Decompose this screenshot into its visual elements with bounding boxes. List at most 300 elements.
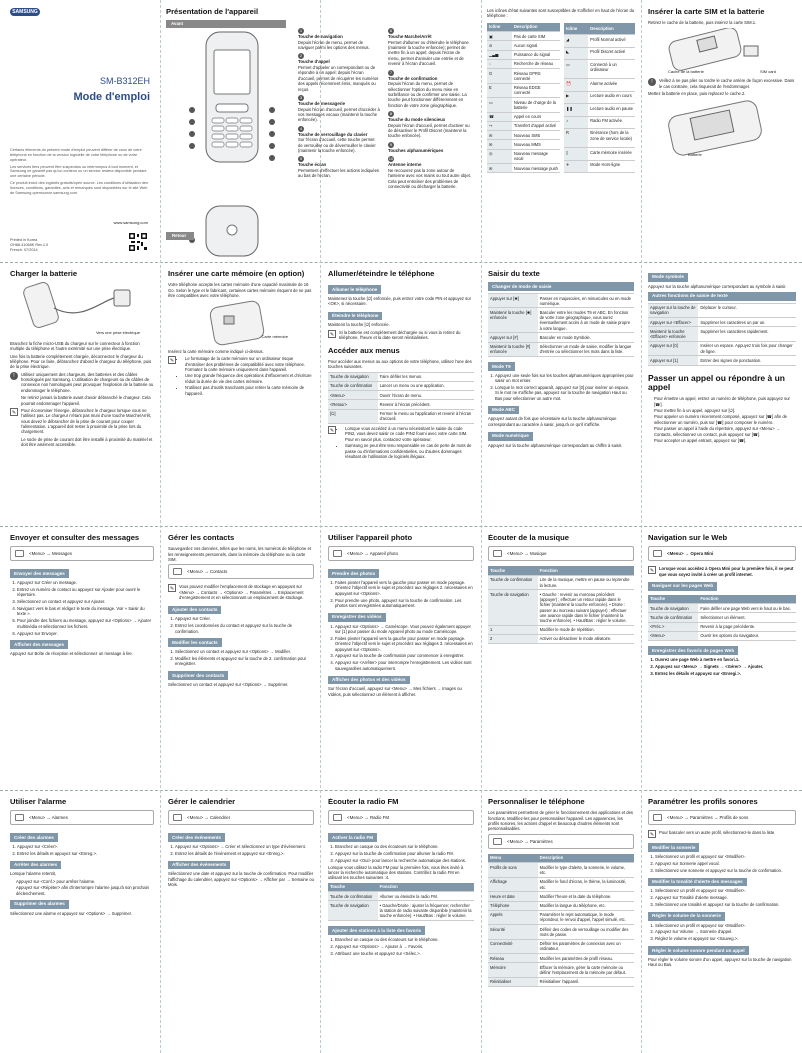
key-cell: [⏻] [328,409,378,423]
create-alarm-bar: Créer des alarmes [10,833,58,842]
icons-table-right [564,23,635,173]
delete-alarm-bar: Supprimer des alarmes [10,900,69,909]
radio-info: Lorsque vous utilisez la radio FM pour la première fois, vous êtes invité à lancer la recherche automatique des stations. Contrôlez la radio FM en utilisant les touches suivantes :4. [328,864,464,881]
key-cell: Heure et date [488,892,538,901]
fold-line-3 [0,790,802,791]
step: 2. Appuyez sur Sonnerie appel vocal. [655,861,796,866]
flight-mode-icon: ✈ [564,160,588,172]
sim-step-1: Retirez le cache de la batterie, puis insérez la carte SIM.1. [648,20,757,26]
charge-note [10,408,154,448]
status-icon: G [487,69,512,83]
memcard-intro: Votre téléphone accepte les cartes mémoire d'une capacité maximale de 16 Go. Selon le type et le fabricant, certaines cartes mémoire risquent de ne pas être compatibles avec votre téléphone. [168,282,312,299]
col-header: Fonction [698,595,796,604]
func-cell: Supprimer les caractères rapidement. [698,327,796,341]
key-item [298,156,380,178]
func-cell: Lire de la musique, mettre en pause ou reprendre la lecture. [538,575,634,589]
power-panel [328,270,474,522]
play-icon: ▶ [564,91,588,103]
func-cell: • Gauche/Droite : ajuster la fréquence; rechercher la station de radio suivante disponible (maintenir la touche enfoncée). • Haut/Bas : régler le volume. [378,901,474,921]
key-number: 2 [299,53,303,59]
key-desc: Depuis l'écran de menu, permet de naviguer parmi les options des menus. [298,39,370,50]
note-text: Pour économiser l'énergie, débranchez le chargeur lorsque vous ne l'utilisez pas. Le chargeur n'étant pas muni d'une touche Marche/Arrêt, vous devez le débrancher de la prise de courant pour couper l'alimentation. L'appareil doit rester à proximité de la prise lors du chargement. [21,407,152,435]
key-number: 3 [299,94,303,100]
step: 2. Modifiez les éléments et appuyez sur la touche de 2. confirmation pour enregistrer. [175,656,314,667]
web-menu-path [648,546,796,561]
record-video-bar: Enregistrer des vidéos [328,613,386,622]
disclaimer-2: Les services tiers peuvent être suspendus ou interrompus à tout moment, et Samsung ne garantit pas qu'un contenu ou un service restera disponible pendant une certaine période. [10,164,147,179]
other-functions-table [648,303,796,366]
numeric-bar: Mode numérique [488,432,533,441]
t9-bar: Mode T9 [488,362,515,371]
call-volume-bar: Régler le volume sonore pendant un appel [648,946,749,955]
calendar-title: Gérer le calendrier [168,798,236,806]
call-item: • Pour passer un appel à l'aide du répertoire, appuyez sur <Menu> → Contacts, sélectionnez un contact, puis appuyez sur [☎]. [654,426,796,437]
t9-step: 1. Appuyez une seule fois sur les touches alphanumériques appropriées pour saisir un mot entier. [495,373,634,384]
key-item [298,126,380,154]
charge-title: Charger la batterie [10,270,78,278]
warning-icon: ! [648,78,656,86]
col-header: Description [538,854,634,863]
battery-label: Batterie [688,151,702,157]
charge-warning [10,372,154,406]
func-cell: Fermer le menu ou l'application et revenir à l'écran d'accueil. [378,409,474,423]
key-cell: Appels [488,910,538,924]
step: 3. Sélectionnez une tonalité et appuyez sur la touche de confirmation. [655,902,796,907]
func-cell: Modifier le fond d'écran, le thème, la luminosité, etc. [538,877,634,891]
key-desc: Permet d'appeler un correspondant ou de répondre à un appel; depuis l'écran d'accueil, permet de récupérer les numéros des appels récemment émis, manqués ou reçus. [298,65,379,92]
key-cell: <Menu> [328,391,378,400]
col-header: Touche [328,883,378,892]
step: 1. Sélectionnez un contact et appuyez sur <Options> → Modifier. [175,649,314,654]
call-item: • Pour accepter un appel entrant, appuyez sur [☎]. [654,438,796,443]
battery-illustration [648,98,788,164]
step: 1. Branchez un casque ou des écouteurs sur le téléphone. [335,937,474,942]
func-cell: Modifier les paramètres de profil réseau. [538,954,634,963]
menu-icon [333,550,342,557]
sound-menu-path [648,810,796,825]
menu-icon [333,814,342,821]
phone-illustration [176,30,291,260]
func-cell: Réinitialiser l'appareil. [538,977,634,986]
func-cell: Modifier l'heure et la date du téléphone. [538,892,634,901]
key-cell: Appuyer sur la touche de navigation [648,303,698,317]
pause-icon: ❚❚ [564,104,588,116]
memcard-title: Insérer une carte mémoire (en option) [168,270,305,278]
func-cell: Activer ou désactiver le mode aléatoire. [538,634,634,643]
menu-icon [173,568,182,575]
take-photos-bar: Prendre des photos [328,569,379,578]
step: 1. Appuyez sur <Options> → Caméscope. Vous pouvez également appuyer sur [1] pour passer du mode Appareil photo au mode Caméscope. [335,624,474,635]
samsung-logo: SAMSUNG [10,8,40,16]
func-cell: Ouvrir l'écran de menu. [378,391,474,400]
calendar-panel [168,798,314,1048]
contacts-intro: Sauvegardez vos données, telles que les noms, les numéros de téléphone et les renseignements personnels, dans la mémoire du téléphone ou la carte SIM. [168,546,311,563]
cover-url[interactable]: www.samsung.com [113,220,148,225]
func-cell: Ouvrir les options du navigateur. [698,631,796,640]
delete-contacts-text: Sélectionnez un contact et appuyez sur <Options> → Supprimer. [168,681,289,687]
power-off-text: Maintenir la touche [⏻] enfoncée. [328,322,390,328]
col-header: Fonction [378,883,474,892]
power-on-bar: Allumer le téléphone [328,285,381,294]
profile-silent-icon: ◣ [564,47,588,59]
note-icon: ✎ [169,586,175,593]
key-item [388,28,472,67]
func-cell: Basculer en mode Symbole. [538,333,634,342]
input-mode-bar: Changer de mode de saisie [488,282,634,291]
ringtone-bar: Modifier la sonnerie [648,843,699,852]
radio-title: Écouter la radio FM [328,798,399,806]
step: 1. Appuyez sur <Options> → Créer et sélectionnez un type d'événement. [175,844,314,849]
icon-desc: Nouveau message push [512,164,560,173]
key-cell: Touche de navigation [328,372,378,381]
personalize-panel [488,798,634,1048]
power-title: Allumer/éteindre le téléphone [328,270,435,278]
col-header: Fonction [538,566,634,575]
alarm-title: Utiliser l'alarme [10,798,67,806]
charge-p1: Branchez la fiche micro-USB du chargeur sur le connecteur à fonction multiple du téléphone et l'autre extrémité sur une prise électrique. [10,340,140,352]
key-cell: <Menu> [648,631,698,640]
voicemail-icon: ◎ [487,149,512,163]
step: 3. Appuyez sur la touche de confirmation pour commencer à enregistrer. [335,653,474,658]
key-number: 6 [389,28,393,33]
key-cell: Maintenir la touche [#] enfoncée [488,342,538,356]
symbol-panel [648,270,796,522]
key-title: Touche de verrouillage du clavier [298,131,368,137]
col-header: Menu [488,854,538,863]
key-cell: Appuyer sur [#] [488,333,538,342]
func-cell: Insérer un espace. Appuyez trois fois pour changer de ligne. [698,341,796,355]
icons-header-desc: Description [512,23,560,32]
cover-disclaimer [10,148,150,198]
icons-header-icon: Icône [564,23,588,35]
menus-table [328,372,474,424]
power-off-bar: Éteindre le téléphone [328,312,382,321]
key-title: Touche de confirmation [388,75,438,81]
col-line-4 [641,0,642,1053]
icon-desc: Lecture audio en cours [588,91,635,103]
key-desc: Permettent d'effectuer les actions indiquées au bas de l'écran. [298,168,380,179]
key-cell: Maintenir la touche [✱] enfoncée [488,308,538,333]
menu-path-text: <Menu> → Alarmes [29,815,68,821]
menu-icon [173,814,182,821]
sim-step-2: Mettez la batterie en place, puis replacez le cache.2. [648,90,746,96]
call-volume-text: Pour régler le volume sonore d'un appel, appuyez sur la touche de navigation Haut ou Bas. [648,956,792,968]
func-cell: Modifier le mode de répétition. [538,625,634,634]
view-media-bar: Afficher des photos et des vidéos [328,676,410,685]
step: 2. Entrez les détails de l'événement et appuyez sur <Enreg.>. [175,851,314,856]
status-icon: E [487,83,512,97]
stop-alarm-bar: Arrêter des alarmes [10,861,61,870]
push-icon: ✉ [487,164,512,173]
input-mode-table [488,293,634,357]
key-title: Touche du mode silencieux [388,117,446,122]
key-cell: <Préc.> [648,622,698,631]
calendar-menu-path [168,810,314,825]
icon-desc: Réseau GPRS connecté [512,69,560,83]
key-title: Touche Marche/Arrêt [388,34,432,39]
step: 1. Appuyez sur Créer. [175,616,314,621]
key-cell: Touche de navigation [648,604,698,613]
icons-header-desc: Description [588,23,635,35]
col-header: Touche [648,595,698,604]
radio-icon: ♪ [564,116,588,128]
func-cell: Sélectionner un mode de saisie, modifier la langue d'entrée ou sélectionner les mots dans la liste. [538,342,634,356]
func-cell: Revenir à l'écran précédent. [378,400,474,409]
icon-desc: Alarme activée [588,79,635,91]
menus-intro: Pour accéder aux menus ou aux options de votre téléphone, utilisez l'une des touches suivantes. [328,358,472,370]
music-panel [488,534,634,786]
key-title: Antenne interne [388,162,422,168]
icon-desc: Lecture audio en pause [588,104,635,116]
print-info [10,238,48,253]
mms-icon: ✉ [487,140,512,149]
step: 2. Entrez les coordonnées du contact et appuyez sur la touche de confirmation. [175,623,314,634]
key-number: 7 [389,69,393,75]
key-cell: Affichage [488,877,538,891]
warning-text: Utilisez uniquement des chargeurs, des batteries et des câbles homologués par Samsung. L'utilisation de chargeurs ou de câbles de connexion non homologués peut provoquer l'explosion de la batterie ou endommager le téléphone. [21,371,154,393]
call-icon: ☎ [487,112,512,121]
note-icon: ✎ [329,428,335,435]
contacts-menu-path [168,564,314,579]
memcard-step: Insérez la carte mémoire comme indiqué ci-dessus. [168,348,264,354]
note-icon: ✎ [649,568,655,575]
outlet-label: Vers une prise électrique [95,329,140,335]
personalize-intro: Les paramètres permettent de gérer le fonctionnement des applications et des fonctions. Modifiez-les pour personnaliser l'appareil. Les apparences, les profils sonores, les actions d'appel et beaucoup d'autres éléments sont personnalisables. [488,810,634,832]
key-cell: Appuyer sur <Effacer> [648,318,698,327]
step: 3. Attribuez une touche et appuyez sur <Sélec.>. [335,951,474,956]
func-cell: Faire défiler les menus. [378,372,474,381]
step: 1. Sélectionnez un profil et appuyez sur <Modifier>. [655,923,796,928]
camera-title: Utiliser l'appareil photo [328,534,413,542]
sim-warning [648,78,796,89]
view-events-bar: Afficher des événements [168,861,230,870]
menu-path-text: <Menu> → Appareil photo [347,551,399,557]
profile-normal-icon: ◢ [564,35,588,47]
bullet: • Appuyez sur <Répéter> afin d'interrompre l'alarme jusqu'à son prochain déclenchement. [16,885,154,896]
key-desc: Sur l'écran d'accueil, cette touche permet de verrouiller ou de déverrouiller le clavier (maintenir la touche enfoncée). [298,137,376,153]
sound-note [648,830,796,838]
key-title: Touches alphanumériques [388,147,444,153]
ringtone-volume-bar: Régler le volume de la sonnerie [648,912,725,921]
contacts-note [168,584,314,600]
key-title: Touche de messagerie [298,100,346,106]
alarm-icon: ⏰ [564,79,588,91]
step: 2. Entrez un numéro de contact ou appuyez sur Ajouter pour ouvrir le répertoire. [17,587,154,598]
t9-step: 2. Lorsque le mot correct apparaît, appuyez sur [0] pour insérer un espace. Si le mot ne s'affiche pas, appuyez sur la touche de navigation Haut ou Bas pour sélectionner un autre mot. [495,385,634,401]
col-header: Touche [488,566,538,575]
memory-card-icon: ▯ [564,148,588,160]
func-cell: Passer en majuscules, en minuscules ou en mode numérique. [538,294,634,308]
battery-cover-label: Cache de la batterie [668,69,704,75]
menu-icon [493,838,502,845]
call-item: • Pour émettre un appel, entrez un numéro de téléphone, puis appuyez sur [☎]. [654,396,796,407]
web-title: Navigation sur le Web [648,534,728,542]
fold-line-2 [0,526,802,527]
disclaimer-1: Certains éléments du présent mode d'emploi peuvent différer de ceux de votre téléphone en fonction de la version logicielle de votre téléphone ou de votre opérateur. [10,148,142,162]
menu-icon [653,550,662,557]
step: 1. Sélectionnez un profil et appuyez sur <Modifier>. [655,854,796,859]
key-number: 9 [389,141,393,147]
sim-card-label: SIM card [759,69,776,75]
step: 3. Entrez les détails et appuyez sur <Enregi.>. [655,671,796,676]
menu-path-text: <Menu> → Opera Mini [667,551,714,557]
icon-desc: Connecté à un ordinateur [588,60,635,79]
stop-alarm-text: Lorsque l'alarme retentit, [10,871,56,877]
key-cell: Touche de confirmation [328,892,378,901]
warning-text: Ne retirez jamais la batterie avant d'avoir débranché le chargeur. Cela pourrait endommager l'appareil. [21,395,151,406]
step: 4. Naviguez vers le bas et rédigez le texte du message. Voir « Saisir du texte ». [17,606,154,617]
power-note [328,330,474,341]
icon-desc: Recherche de réseau [512,59,560,68]
contacts-title: Gérer les contacts [168,534,235,542]
status-icon: ▁▃▅ [487,50,512,59]
sound-profiles-panel [648,798,796,1048]
note-icon: ✎ [11,409,17,416]
note-icon: ✎ [649,832,655,839]
key-cell: Appuyer sur [✱] [488,294,538,308]
note-item: • N'utilisez pas d'outils tranchants pour retirer la carte mémoire de l'appareil. [185,385,314,396]
model-number: SM-B312EH [99,76,150,86]
other-functions-bar: Autres fonctions de saisie de texte [648,292,796,301]
charge-p2: Une fois la batterie complètement chargée, déconnectez le chargeur du téléphone. Pour ce faire, débranchez d'abord le chargeur du téléphone, puis de la prise électrique. [10,353,152,370]
battery-icon: ▭ [487,98,512,112]
key-desc: Permet d'allumer ou d'éteindre le téléphone (maintenir la touche enfoncée); permet de mettre fin à un appel; depuis l'écran de menu, permet d'annuler une entrée et de revenir à l'écran d'accueil. [388,39,469,67]
key-cell: Réinitialiser [488,977,538,986]
abc-bar: Mode ABC [488,406,519,415]
icon-desc: Itinérance (hors de la zone de service locale) [588,128,635,147]
func-cell: Définir des codes de verrouillage ou modifier des mots de passe. [538,925,634,939]
warning-icon: ! [10,372,18,380]
activate-radio-bar: Activer la radio FM [328,833,377,842]
keys-column-2 [388,28,472,193]
icon-desc: Nouveau SMS [512,131,560,140]
numeric-text: Appuyez sur la touche alphanumérique correspondant au chiffre à saisir. [488,442,623,448]
note-item: • Lorsque vous accédez à un menu nécessitant le saisie du code PIN2, vous devez saisir ce code PIN2 fourni avec votre carte SIM. Pour en savoir plus, contactez votre opérateur. [345,426,474,442]
charger-illustration [10,282,150,328]
step: 4. Appuyez sur <Arrêter> pour interrompre l'enregistrement. Les vidéos sont sauvegardées automatiquement. [335,660,474,671]
text-title: Saisir du texte [488,270,540,278]
func-cell: Allumer ou éteindre la radio FM. [378,892,474,901]
fold-line-1 [0,262,802,263]
print-line: French. 07/2014 [10,247,38,252]
note-item: • Le formatage de la carte mémoire sur un ordinateur risque d'entraîner des problèmes de compatibilité avec votre téléphone. Formatez la carte mémoire uniquement dans l'appareil. [185,356,314,372]
messages-panel [10,534,154,786]
camera-menu-path [328,546,474,561]
key-cell: Connectivité [488,939,538,953]
icon-desc: Mode Hors-ligne [588,160,635,172]
key-cell: Touche de navigation [488,590,538,625]
key-cell: Sécurité [488,925,538,939]
icon-desc: Pas de carte SIM [512,32,560,41]
icon-desc: Radio FM activée [588,116,635,128]
forward-icon: ↪ [487,121,512,130]
sound-title: Paramétrer les profils sonores [648,798,758,806]
key-item [388,111,472,139]
step: 1. Faites pivoter l'appareil vers la gauche pour passer en mode paysage. Orientez l'objectif vers le sujet et procédez aux réglages 2. nécessaires en appuyant sur <Options>. [335,580,474,596]
radio-panel [328,798,474,1048]
key-cell: <Retour> [328,400,378,409]
col-line-1 [160,0,161,1053]
browse-bar: Naviguer sur les pages Web [648,582,717,591]
sim-title: Insérer la carte SIM et la batterie [648,8,765,16]
note-text: Lorsque vous accédez à Opera Mini pour la première fois, il se peut que vous soyez invité à créer un profil internet. [659,566,794,577]
send-messages-bar: Envoyer des messages [10,569,69,578]
note-icon: ✎ [169,358,175,365]
note-icon: ✎ [329,331,335,338]
alarm-panel [10,798,154,1048]
menus-note [328,426,474,460]
step: 2. Appuyez sur <Menu> → Signets → <Gérer> → Ajouter. [655,664,796,669]
settings-table [488,854,634,987]
key-item [388,142,472,154]
menu-icon [653,814,662,821]
music-title: Écouter de la musique [488,534,570,542]
favorites-bar: Ajouter des stations à la liste des favoris [328,926,425,935]
key-number: 1 [299,28,303,33]
menu-path-text: <Menu> → Contacts [187,569,228,575]
func-cell: Sélectionner un élément. [698,613,796,622]
view-messages-bar: Afficher des messages [10,640,68,649]
view-events-text: Sélectionnez une date et appuyez sur la touche de confirmation. Pour modifier l'affichage du calendrier, appuyez sur <Options> → Afficher par → Semaine ou Mois. [168,871,314,888]
key-desc: Depuis l'écran d'accueil, permet d'accéder à vos messages vocaux (maintenir la touche enfoncée). [298,106,380,123]
menu-path-text: <Menu> → Paramètres [507,838,553,844]
key-desc: Depuis l'écran du menu, permet de sélectionner l'option du menu mise en surbrillance ou de confirmer une saisie. La touche peut fonctionner différemment en fonction de votre zone géographique. [388,81,467,108]
key-cell: 2 [488,634,538,643]
menu-icon [15,814,24,821]
print-line: GH68-41068K Rev.1.0 [10,242,49,247]
key-cell: Réseau [488,954,538,963]
icons-intro: Les icônes d'état suivantes sont susceptibles de s'afficher en haut de l'écran du téléphone : [487,8,635,19]
func-cell: Paramétrer le rejet automatique, le mode répondeur, le renvoi d'appel, l'appel simulé, etc. [538,910,634,924]
memcard-label: Carte mémoire [261,333,288,339]
contacts-panel [168,534,314,786]
memcard-note [168,356,314,397]
step: 3. Appuyez sur <Oui> pour lancer la recherche automatique des stations. [335,858,474,863]
step: 1. Sélectionnez un profil et appuyez sur <Modifier>. [655,888,796,893]
abc-text: Appuyez autant de fois que nécessaire sur la touche alphanumérique correspondant au caractère à saisir, jusqu'à ce qu'il s'affiche. [488,416,617,427]
key-number: 5 [299,156,303,162]
menu-path-text: <Menu> → Musique [507,551,547,557]
icon-desc: Nouveau MMS [512,140,560,149]
step: 1. Appuyez sur <Créer>. [17,844,154,849]
key-number: 8 [389,111,393,116]
icon-desc: Réseau EDGE connecté [512,83,560,97]
func-cell: Entrer des signes de ponctuation. [698,356,796,365]
icon-desc: Niveau de charge de la batterie [512,98,560,112]
note-text: Vous pouvez modifier l'emplacement de stockage en appuyant sur <Menu> → Contacts → <Options> → Paramètres → Emplacement d'enregistrement et en sélectionnant un emplacement de stockage. [179,584,304,601]
key-cell: Maintenir la touche <Effacer> enfoncée [648,327,698,341]
icon-desc: Profil Discret activé [588,47,635,59]
func-cell: Modifier le type d'alerte, la sonnerie, le volume, etc. [538,863,634,877]
step: 3. Réglez le volume et appuyez sur <Sauveg.>. [655,936,796,941]
func-cell: • Gauche : revenir au morceau précédent (appuyer) ; effectuer un retour rapide dans le fichier (maintenir la touche enfoncée). • Droite : passer au morceau suivant (appuyer) ; effectuer une avance rapide dans le fichier (maintenir la touche enfoncée). • Haut/Bas : régler le volume. [538,590,634,625]
key-cell: Appuyer sur [1] [648,356,698,365]
cover-panel [10,8,154,258]
func-cell: Lancer un menu ou une application. [378,381,474,390]
key-item [388,70,472,109]
step: 3. Sélectionnez un contact et appuyez sur Ajouter. [17,599,154,604]
key-cell: Touche de navigation [328,901,378,921]
print-line: Printed in Korea [10,238,38,242]
cover-title: Mode d'emploi [73,91,150,103]
radio-menu-path [328,810,474,825]
disclaimer-3: Ce produit inclut des logiciels gratuits/open source. Les conditions d'utilisation des licences, conditions, garanties, avis et remarques sont disponibles sur le site Web de Samsung opensource.samsung.com. [10,181,148,195]
step: 2. Pour prendre une photo, appuyez sur la touche de confirmation. Les photos sont enregistrées automatiquement. [335,598,474,609]
func-cell: Modifier la langue du téléphone, etc. [538,901,634,910]
camera-panel [328,534,474,786]
keys-column-1 [298,28,380,182]
status-icon: ▣ [487,32,512,41]
